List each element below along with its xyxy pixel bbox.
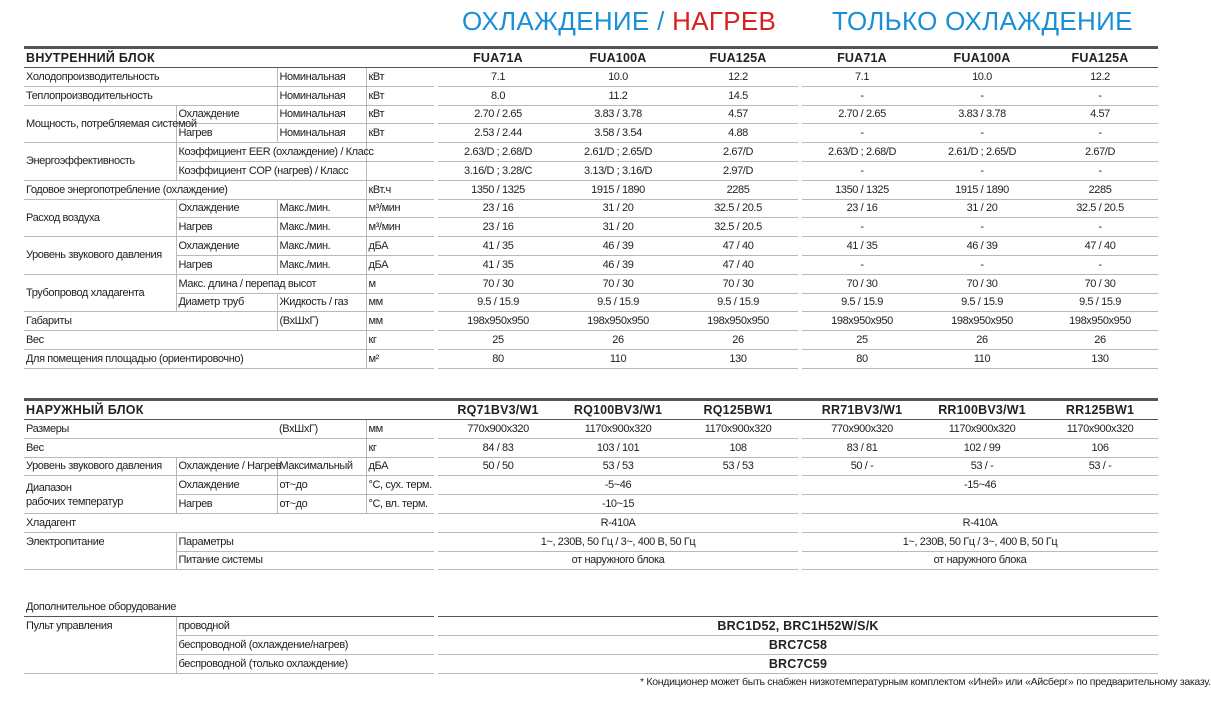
cell-value: 53 / - bbox=[922, 457, 1042, 476]
row-sublabel: Нагрев bbox=[176, 124, 277, 143]
cell-value: 70 / 30 bbox=[802, 274, 922, 293]
cell-value: 2.70 / 2.65 bbox=[802, 105, 922, 124]
row-unit: кВт bbox=[366, 86, 434, 105]
cell-value: 12.2 bbox=[1042, 68, 1158, 87]
cell-value: 1170x900x320 bbox=[922, 420, 1042, 439]
row-sublabel: Питание системы bbox=[176, 551, 434, 570]
footnote: * Кондиционер может быть снабжен низкотемпературным комплектом «Иней» или «Айсберг» по предварительному заказу. bbox=[640, 676, 1211, 688]
cell-value: 198x950x950 bbox=[678, 312, 798, 331]
indoor-spec-row bbox=[24, 293, 1158, 312]
row-sublabel: Номинальная bbox=[277, 124, 366, 143]
indoor-header-row bbox=[24, 48, 1158, 68]
cell-value: 47 / 40 bbox=[678, 255, 798, 274]
cell-value: - bbox=[922, 86, 1042, 105]
outdoor-model: RQ71BV3/W1 bbox=[438, 400, 558, 420]
options-title: Дополнительное оборудование bbox=[24, 598, 434, 617]
row-label: Энергоэффективность bbox=[24, 143, 176, 181]
cell-value: 84 / 83 bbox=[438, 438, 558, 457]
cell-value: 1350 / 1325 bbox=[438, 180, 558, 199]
row-label: Для помещения площадью (ориентировочно) bbox=[24, 349, 366, 368]
cell-value: R-410A bbox=[802, 513, 1158, 532]
indoor-model: FUA100A bbox=[558, 48, 678, 68]
cell-value: 110 bbox=[558, 349, 678, 368]
cell-value: 53 / 53 bbox=[558, 457, 678, 476]
cell-value: 198x950x950 bbox=[922, 312, 1042, 331]
cell-value: 23 / 16 bbox=[802, 199, 922, 218]
cell-value: 32.5 / 20.5 bbox=[1042, 199, 1158, 218]
row-unit: м³/мин bbox=[366, 199, 434, 218]
row-unit: кВт bbox=[366, 68, 434, 87]
row-sublabel: Макс./мин. bbox=[277, 237, 366, 256]
cell-value: 23 / 16 bbox=[438, 199, 558, 218]
row-sublabel: от~до bbox=[277, 495, 366, 514]
indoor-spec-row bbox=[24, 218, 1158, 237]
cell-value: от наружного блока bbox=[802, 551, 1158, 570]
cell-value: 70 / 30 bbox=[922, 274, 1042, 293]
cell-value: 770x900x320 bbox=[802, 420, 922, 439]
row-unit: кВт.ч bbox=[366, 180, 434, 199]
cell-value: 26 bbox=[922, 331, 1042, 350]
cell-value: 3.83 / 3.78 bbox=[558, 105, 678, 124]
cell-value: - bbox=[802, 161, 922, 180]
cell-value: 130 bbox=[1042, 349, 1158, 368]
cell-value: - bbox=[1042, 255, 1158, 274]
cell-value: 11.2 bbox=[558, 86, 678, 105]
row-sublabel: Нагрев bbox=[176, 495, 277, 514]
cell-value: 10.0 bbox=[558, 68, 678, 87]
row-label: Электропитание bbox=[24, 532, 176, 570]
cell-value: 1350 / 1325 bbox=[802, 180, 922, 199]
outdoor-weight-row bbox=[24, 438, 1158, 457]
cell-value: 102 / 99 bbox=[922, 438, 1042, 457]
row-label: Теплопроизводительность bbox=[24, 86, 277, 105]
cell-value: BRC7C59 bbox=[438, 654, 1158, 673]
cell-value: -5~46 bbox=[438, 476, 798, 495]
outdoor-size-row bbox=[24, 420, 1158, 439]
cell-value: 14.5 bbox=[678, 86, 798, 105]
cell-value: 70 / 30 bbox=[678, 274, 798, 293]
cell-value: 130 bbox=[678, 349, 798, 368]
row-unit bbox=[366, 143, 434, 162]
outdoor-header-row bbox=[24, 400, 1158, 420]
row-sublabel: Охлаждение / Нагрев bbox=[176, 457, 277, 476]
header-slash: / bbox=[649, 6, 673, 36]
row-sublabel: Жидкость / газ bbox=[277, 293, 366, 312]
header-cooling-heating bbox=[462, 6, 782, 37]
row-sublabel: Номинальная bbox=[277, 105, 366, 124]
header-cooling: ОХЛАЖДЕНИЕ bbox=[462, 6, 650, 36]
outdoor-model: RR100BV3/W1 bbox=[922, 400, 1042, 420]
row-label: Вес bbox=[24, 438, 366, 457]
cell-value: 31 / 20 bbox=[558, 218, 678, 237]
cell-value: 198x950x950 bbox=[1042, 312, 1158, 331]
row-label: Хладагент bbox=[24, 513, 434, 532]
outdoor-model: RQ100BV3/W1 bbox=[558, 400, 678, 420]
outdoor-sound-row bbox=[24, 457, 1158, 476]
cell-value: 103 / 101 bbox=[558, 438, 678, 457]
indoor-spec-row bbox=[24, 143, 1158, 162]
row-unit: дБА bbox=[366, 457, 434, 476]
row-unit: м² bbox=[366, 349, 434, 368]
cell-value: 4.57 bbox=[1042, 105, 1158, 124]
cell-value: 2.53 / 2.44 bbox=[438, 124, 558, 143]
indoor-spec-row bbox=[24, 124, 1158, 143]
row-sublabel: Максимальный bbox=[277, 457, 366, 476]
indoor-spec-row bbox=[24, 180, 1158, 199]
range-label-line1: Диапазон bbox=[26, 481, 72, 494]
row-unit: кг bbox=[366, 331, 434, 350]
cell-value: 1915 / 1890 bbox=[922, 180, 1042, 199]
cell-value: 9.5 / 15.9 bbox=[678, 293, 798, 312]
options-row bbox=[24, 654, 1158, 673]
options-row bbox=[24, 617, 1158, 636]
row-sublabel: беспроводной (только охлаждение) bbox=[176, 654, 434, 673]
cell-value: 50 / 50 bbox=[438, 457, 558, 476]
row-unit: дБА bbox=[366, 237, 434, 256]
outdoor-power-system-row bbox=[24, 551, 1158, 570]
cell-value: 2.70 / 2.65 bbox=[438, 105, 558, 124]
row-label: Пульт управления bbox=[24, 617, 176, 673]
outdoor-range-cool-row bbox=[24, 476, 1158, 495]
row-sublabel: (ВхШхГ) bbox=[277, 420, 366, 439]
cell-value: 26 bbox=[678, 331, 798, 350]
row-sublabel: Номинальная bbox=[277, 68, 366, 87]
indoor-spec-row bbox=[24, 68, 1158, 87]
cell-value: 83 / 81 bbox=[802, 438, 922, 457]
options-table bbox=[24, 598, 1158, 674]
outdoor-range-heat-row bbox=[24, 495, 1158, 514]
row-unit: кВт bbox=[366, 105, 434, 124]
row-sublabel: беспроводной (охлаждение/нагрев) bbox=[176, 636, 434, 655]
cell-value: 110 bbox=[922, 349, 1042, 368]
outdoor-unit-table bbox=[24, 398, 1158, 570]
row-sublabel: Номинальная bbox=[277, 86, 366, 105]
cell-value: - bbox=[1042, 218, 1158, 237]
cell-value: 1170x900x320 bbox=[1042, 420, 1158, 439]
cell-value: 41 / 35 bbox=[438, 237, 558, 256]
cell-value: 41 / 35 bbox=[438, 255, 558, 274]
cell-value: - bbox=[1042, 124, 1158, 143]
indoor-spec-row bbox=[24, 199, 1158, 218]
cell-value: 2285 bbox=[1042, 180, 1158, 199]
cell-value: 2.67/D bbox=[1042, 143, 1158, 162]
cell-value: 2.61/D ; 2.65/D bbox=[922, 143, 1042, 162]
cell-value: 2.61/D ; 2.65/D bbox=[558, 143, 678, 162]
header-heating: НАГРЕВ bbox=[672, 6, 777, 36]
cell-value: 3.13/D ; 3.16/D bbox=[558, 161, 678, 180]
row-unit: °C, вл. терм. bbox=[366, 495, 434, 514]
outdoor-title: НАРУЖНЫЙ БЛОК bbox=[24, 400, 434, 420]
cell-value: 108 bbox=[678, 438, 798, 457]
cell-value: 1~, 230В, 50 Гц / 3~, 400 В, 50 Гц bbox=[438, 532, 798, 551]
outdoor-model: RR125BW1 bbox=[1042, 400, 1158, 420]
range-label-line2: рабочих температур bbox=[26, 495, 123, 508]
cell-value: - bbox=[802, 218, 922, 237]
cell-value: 9.5 / 15.9 bbox=[802, 293, 922, 312]
cell-value: 32.5 / 20.5 bbox=[678, 199, 798, 218]
row-sublabel: Коэффициент EER (охлаждение) / Класс bbox=[176, 143, 366, 162]
row-label: Холодопроизводительность bbox=[24, 68, 277, 87]
cell-value: 1170x900x320 bbox=[558, 420, 678, 439]
cell-value: BRC1D52, BRC1H52W/S/K bbox=[438, 617, 1158, 636]
row-unit: мм bbox=[366, 293, 434, 312]
cell-value: - bbox=[922, 161, 1042, 180]
cell-value: 46 / 39 bbox=[558, 255, 678, 274]
outdoor-model: RQ125BW1 bbox=[678, 400, 798, 420]
cell-value: 770x900x320 bbox=[438, 420, 558, 439]
cell-value: 1~, 230В, 50 Гц / 3~, 400 В, 50 Гц bbox=[802, 532, 1158, 551]
row-label: Мощность, потребляемая системой bbox=[24, 105, 176, 143]
cell-value: 3.83 / 3.78 bbox=[922, 105, 1042, 124]
cell-value: 70 / 30 bbox=[1042, 274, 1158, 293]
indoor-spec-row bbox=[24, 105, 1158, 124]
cell-value: 8.0 bbox=[438, 86, 558, 105]
cell-value: 23 / 16 bbox=[438, 218, 558, 237]
header-cooling-only: ТОЛЬКО ОХЛАЖДЕНИЕ bbox=[832, 6, 1133, 36]
cell-value: 9.5 / 15.9 bbox=[1042, 293, 1158, 312]
cell-value: 1170x900x320 bbox=[678, 420, 798, 439]
cell-value: 9.5 / 15.9 bbox=[558, 293, 678, 312]
cell-value: 2.63/D ; 2.68/D bbox=[438, 143, 558, 162]
cell-value: 46 / 39 bbox=[922, 237, 1042, 256]
indoor-spec-row bbox=[24, 349, 1158, 368]
cell-value: - bbox=[802, 86, 922, 105]
cell-value: 53 / - bbox=[1042, 457, 1158, 476]
indoor-spec-row bbox=[24, 86, 1158, 105]
cell-value: BRC7C58 bbox=[438, 636, 1158, 655]
outdoor-power-params-row bbox=[24, 532, 1158, 551]
cell-value: - bbox=[922, 218, 1042, 237]
cell-value: 106 bbox=[1042, 438, 1158, 457]
row-label: Уровень звукового давления bbox=[24, 237, 176, 275]
cell-value: 9.5 / 15.9 bbox=[438, 293, 558, 312]
cell-value: 198x950x950 bbox=[438, 312, 558, 331]
indoor-spec-row bbox=[24, 274, 1158, 293]
outdoor-refrigerant-row bbox=[24, 513, 1158, 532]
cell-value: 12.2 bbox=[678, 68, 798, 87]
row-label: Трубопровод хладагента bbox=[24, 274, 176, 312]
cell-value: 4.57 bbox=[678, 105, 798, 124]
cell-value: 7.1 bbox=[438, 68, 558, 87]
cell-value: 7.1 bbox=[802, 68, 922, 87]
cell-value: 25 bbox=[438, 331, 558, 350]
cell-value: 2.97/D bbox=[678, 161, 798, 180]
cell-value: 31 / 20 bbox=[558, 199, 678, 218]
range-label bbox=[24, 476, 176, 514]
cell-value: 2285 bbox=[678, 180, 798, 199]
row-sublabel: Параметры bbox=[176, 532, 434, 551]
cell-value: R-410A bbox=[438, 513, 798, 532]
indoor-unit-table bbox=[24, 46, 1158, 369]
row-label: Габариты bbox=[24, 312, 277, 331]
cell-value: 1915 / 1890 bbox=[558, 180, 678, 199]
cell-value: 70 / 30 bbox=[438, 274, 558, 293]
row-unit: кг bbox=[366, 438, 434, 457]
indoor-spec-row bbox=[24, 312, 1158, 331]
row-sublabel: Охлаждение bbox=[176, 199, 277, 218]
cell-value: 53 / 53 bbox=[678, 457, 798, 476]
row-label: Вес bbox=[24, 331, 366, 350]
cell-value: 26 bbox=[558, 331, 678, 350]
row-sublabel: (ВхШхГ) bbox=[277, 312, 366, 331]
row-sublabel: Коэффициент COP (нагрев) / Класс bbox=[176, 161, 366, 180]
cell-value: от наружного блока bbox=[438, 551, 798, 570]
row-sublabel: Макс./мин. bbox=[277, 199, 366, 218]
cell-value: 10.0 bbox=[922, 68, 1042, 87]
indoor-title: ВНУТРЕННИЙ БЛОК bbox=[24, 48, 434, 68]
indoor-spec-row bbox=[24, 161, 1158, 180]
row-label: Годовое энергопотребление (охлаждение) bbox=[24, 180, 366, 199]
row-sublabel: Макс./мин. bbox=[277, 255, 366, 274]
row-unit: дБА bbox=[366, 255, 434, 274]
options-title-row bbox=[24, 598, 1158, 617]
cell-value: - bbox=[1042, 161, 1158, 180]
cell-value: 32.5 / 20.5 bbox=[678, 218, 798, 237]
cell-value: 9.5 / 15.9 bbox=[922, 293, 1042, 312]
cell-value: 47 / 40 bbox=[678, 237, 798, 256]
cell-value: 46 / 39 bbox=[558, 237, 678, 256]
row-label: Уровень звукового давления bbox=[24, 457, 176, 476]
cell-value: 25 bbox=[802, 331, 922, 350]
indoor-spec-row bbox=[24, 237, 1158, 256]
row-label: Размеры bbox=[24, 420, 277, 439]
options-row bbox=[24, 636, 1158, 655]
cell-value: 41 / 35 bbox=[802, 237, 922, 256]
indoor-spec-row bbox=[24, 255, 1158, 274]
cell-value: 3.58 / 3.54 bbox=[558, 124, 678, 143]
row-sublabel: Нагрев bbox=[176, 218, 277, 237]
cell-value: 198x950x950 bbox=[558, 312, 678, 331]
row-sublabel: Диаметр труб bbox=[176, 293, 277, 312]
cell-value bbox=[802, 495, 1158, 514]
cell-value: 4.88 bbox=[678, 124, 798, 143]
indoor-model: FUA125A bbox=[1042, 48, 1158, 68]
outdoor-model: RR71BV3/W1 bbox=[802, 400, 922, 420]
row-sublabel: Охлаждение bbox=[176, 105, 277, 124]
row-unit: м bbox=[366, 274, 434, 293]
row-sublabel: Макс. длина / перепад высот bbox=[176, 274, 366, 293]
cell-value: - bbox=[802, 124, 922, 143]
cell-value: 31 / 20 bbox=[922, 199, 1042, 218]
cell-value: 80 bbox=[802, 349, 922, 368]
row-sublabel: Нагрев bbox=[176, 255, 277, 274]
row-sublabel: Макс./мин. bbox=[277, 218, 366, 237]
indoor-model: FUA100A bbox=[922, 48, 1042, 68]
cell-value: - bbox=[922, 124, 1042, 143]
row-unit: °C, сух. терм. bbox=[366, 476, 434, 495]
indoor-model: FUA71A bbox=[438, 48, 558, 68]
row-unit: кВт bbox=[366, 124, 434, 143]
cell-value: 47 / 40 bbox=[1042, 237, 1158, 256]
cell-value: 3.16/D ; 3.28/C bbox=[438, 161, 558, 180]
cell-value: - bbox=[802, 255, 922, 274]
row-unit: мм bbox=[366, 312, 434, 331]
cell-value: 198x950x950 bbox=[802, 312, 922, 331]
row-sublabel: проводной bbox=[176, 617, 434, 636]
row-unit: мм bbox=[366, 420, 434, 439]
cell-value: - bbox=[1042, 86, 1158, 105]
indoor-model: FUA71A bbox=[802, 48, 922, 68]
indoor-model: FUA125A bbox=[678, 48, 798, 68]
row-unit bbox=[366, 161, 434, 180]
row-sublabel: от~до bbox=[277, 476, 366, 495]
row-sublabel: Охлаждение bbox=[176, 237, 277, 256]
row-label: Расход воздуха bbox=[24, 199, 176, 237]
row-sublabel: Охлаждение bbox=[176, 476, 277, 495]
cell-value: 2.67/D bbox=[678, 143, 798, 162]
cell-value: -10~15 bbox=[438, 495, 798, 514]
cell-value: 50 / - bbox=[802, 457, 922, 476]
row-unit: м³/мин bbox=[366, 218, 434, 237]
cell-value: 2.63/D ; 2.68/D bbox=[802, 143, 922, 162]
cell-value: 80 bbox=[438, 349, 558, 368]
cell-value: 26 bbox=[1042, 331, 1158, 350]
indoor-spec-row bbox=[24, 331, 1158, 350]
cell-value: - bbox=[922, 255, 1042, 274]
cell-value: -15~46 bbox=[802, 476, 1158, 495]
cell-value: 70 / 30 bbox=[558, 274, 678, 293]
